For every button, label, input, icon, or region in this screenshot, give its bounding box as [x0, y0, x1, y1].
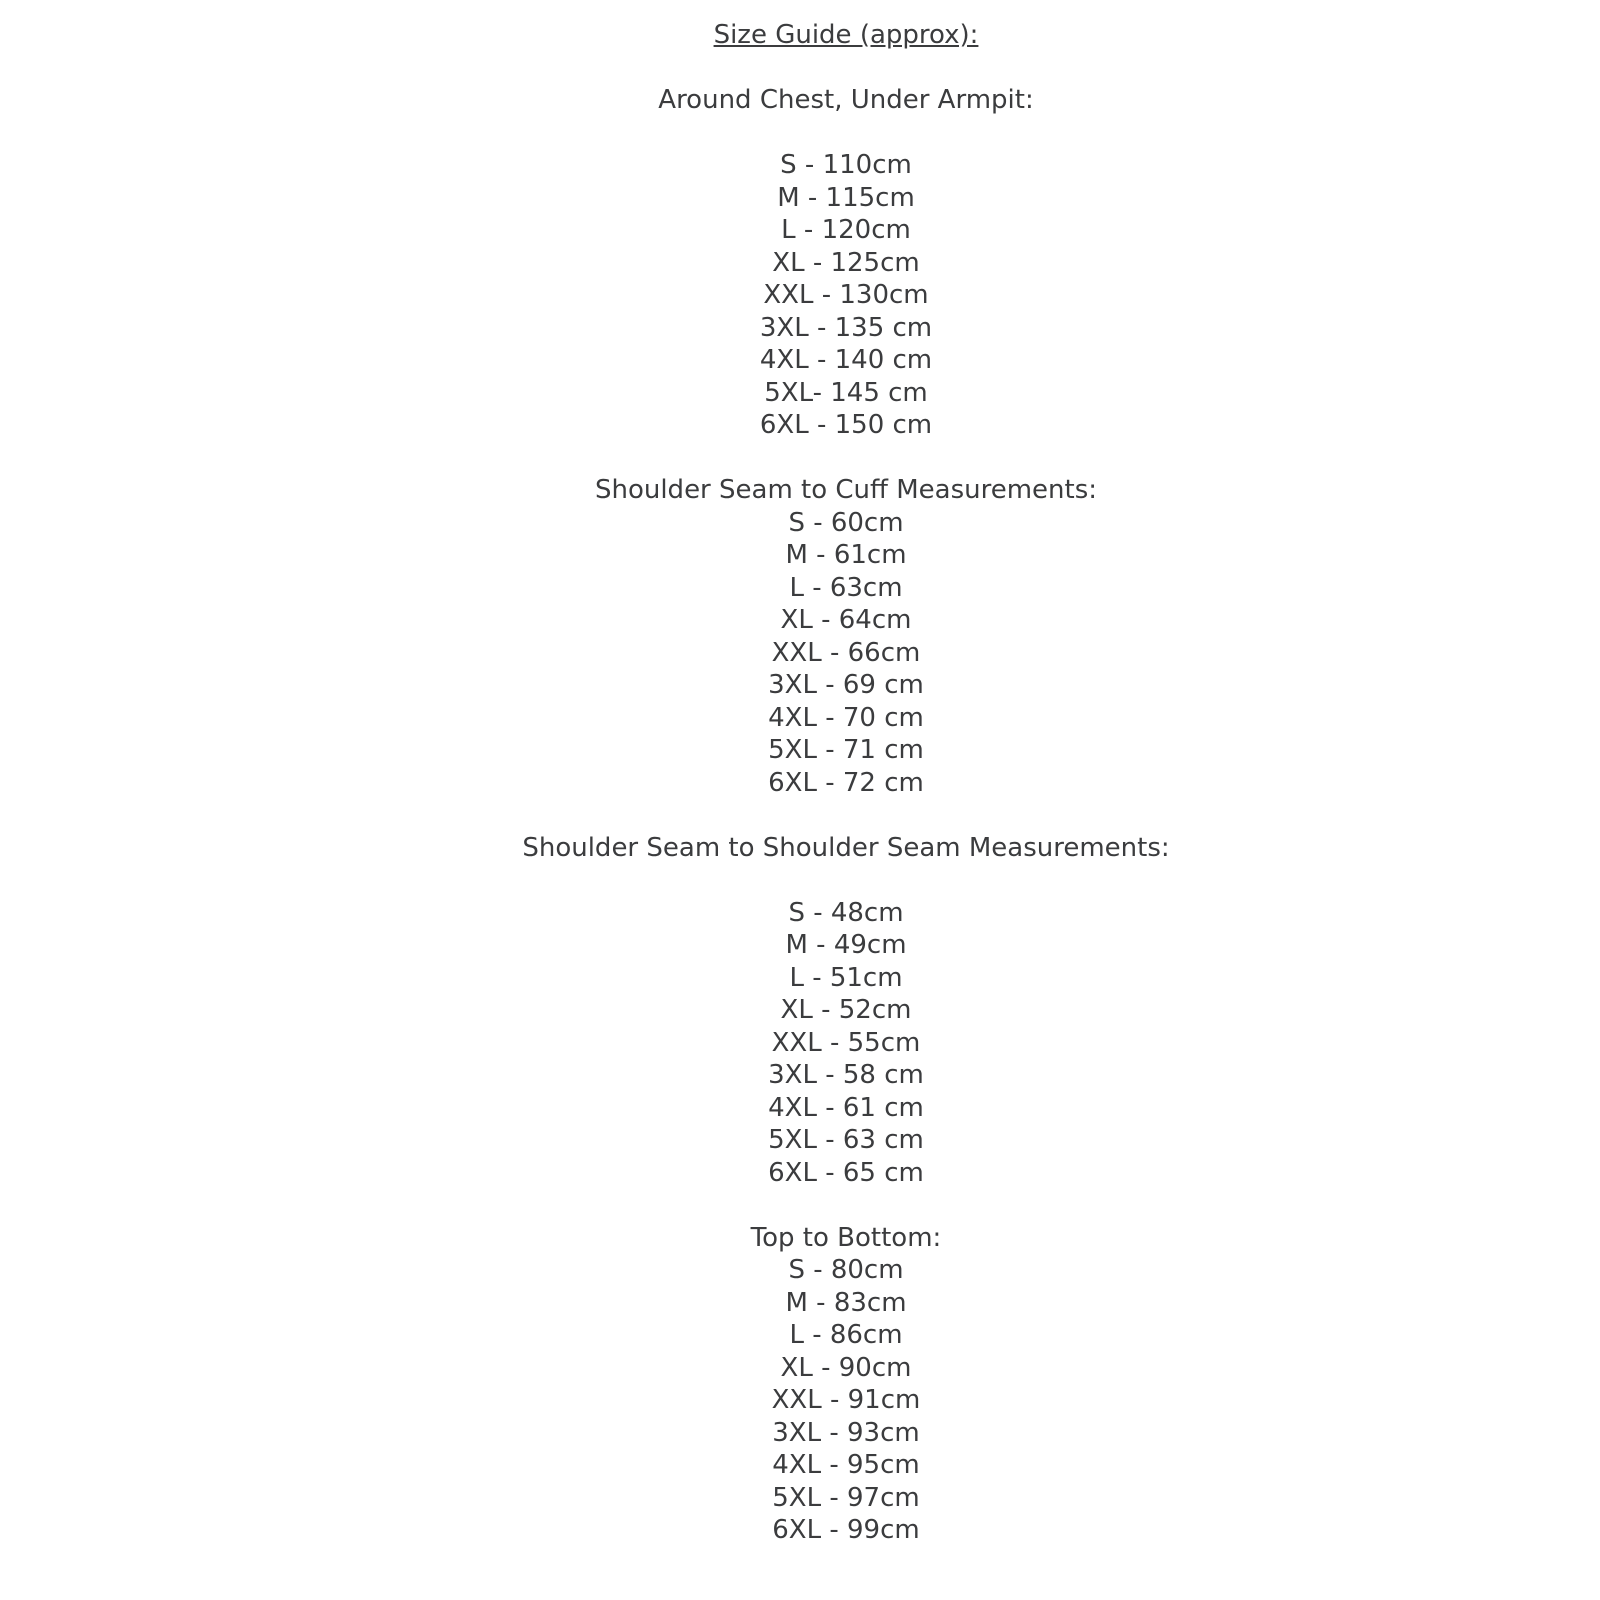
- size-row: 5XL - 97cm: [772, 1482, 920, 1513]
- section-heading-seam-to-seam: Shoulder Seam to Shoulder Seam Measurements:: [522, 832, 1170, 863]
- size-row: 6XL - 99cm: [772, 1515, 920, 1545]
- size-row: 6XL - 72 cm: [768, 767, 924, 798]
- size-row: XL - 52cm: [780, 995, 912, 1025]
- blank-line: [92, 864, 1600, 897]
- size-row: 4XL - 70 cm: [768, 702, 924, 733]
- size-row: XL - 90cm: [780, 1352, 912, 1383]
- size-row: 4XL - 95cm: [772, 1450, 920, 1480]
- blank-line: [92, 52, 1600, 85]
- size-row: M - 115cm: [777, 182, 915, 213]
- size-row: 6XL - 65 cm: [768, 1157, 924, 1188]
- size-row: 3XL - 69 cm: [768, 670, 924, 700]
- size-row: XXL - 91cm: [771, 1385, 921, 1415]
- size-row: 3XL - 135 cm: [759, 312, 933, 343]
- size-row: XL - 64cm: [780, 605, 912, 635]
- size-row: L - 51cm: [789, 962, 903, 993]
- size-row: XXL - 66cm: [771, 637, 921, 668]
- size-row: XXL - 55cm: [771, 1027, 921, 1058]
- size-row: S - 48cm: [788, 897, 904, 928]
- section-heading-top-to-bottom: Top to Bottom:: [750, 1222, 942, 1253]
- blank-line: [92, 442, 1600, 475]
- section-heading-around-chest: Around Chest, Under Armpit:: [658, 85, 1034, 115]
- size-row: XXL - 130cm: [763, 280, 929, 310]
- size-row: S - 60cm: [788, 507, 904, 538]
- page-title: Size Guide (approx):: [713, 20, 979, 50]
- size-row: L - 63cm: [789, 572, 903, 603]
- size-row: 5XL- 145 cm: [764, 377, 928, 408]
- size-row: 6XL - 150 cm: [759, 410, 933, 440]
- section-heading-seam-to-cuff: Shoulder Seam to Cuff Measurements:: [594, 475, 1098, 505]
- blank-line: [92, 799, 1600, 832]
- size-row: M - 61cm: [785, 540, 907, 570]
- size-row: S - 110cm: [780, 150, 912, 180]
- size-row: 3XL - 93cm: [772, 1417, 920, 1448]
- size-row: L - 86cm: [789, 1320, 903, 1350]
- size-row: M - 49cm: [785, 930, 907, 960]
- size-row: 4XL - 61 cm: [768, 1092, 924, 1123]
- blank-line: [92, 117, 1600, 150]
- size-row: 3XL - 58 cm: [768, 1060, 924, 1090]
- size-row: XL - 125cm: [772, 247, 920, 278]
- size-row: S - 80cm: [788, 1255, 904, 1285]
- size-row: 5XL - 63 cm: [768, 1125, 924, 1155]
- size-row: L - 120cm: [781, 215, 911, 245]
- size-row: M - 83cm: [785, 1287, 907, 1318]
- size-row: 5XL - 71 cm: [768, 735, 924, 765]
- size-row: 4XL - 140 cm: [759, 345, 933, 375]
- blank-line: [92, 1189, 1600, 1222]
